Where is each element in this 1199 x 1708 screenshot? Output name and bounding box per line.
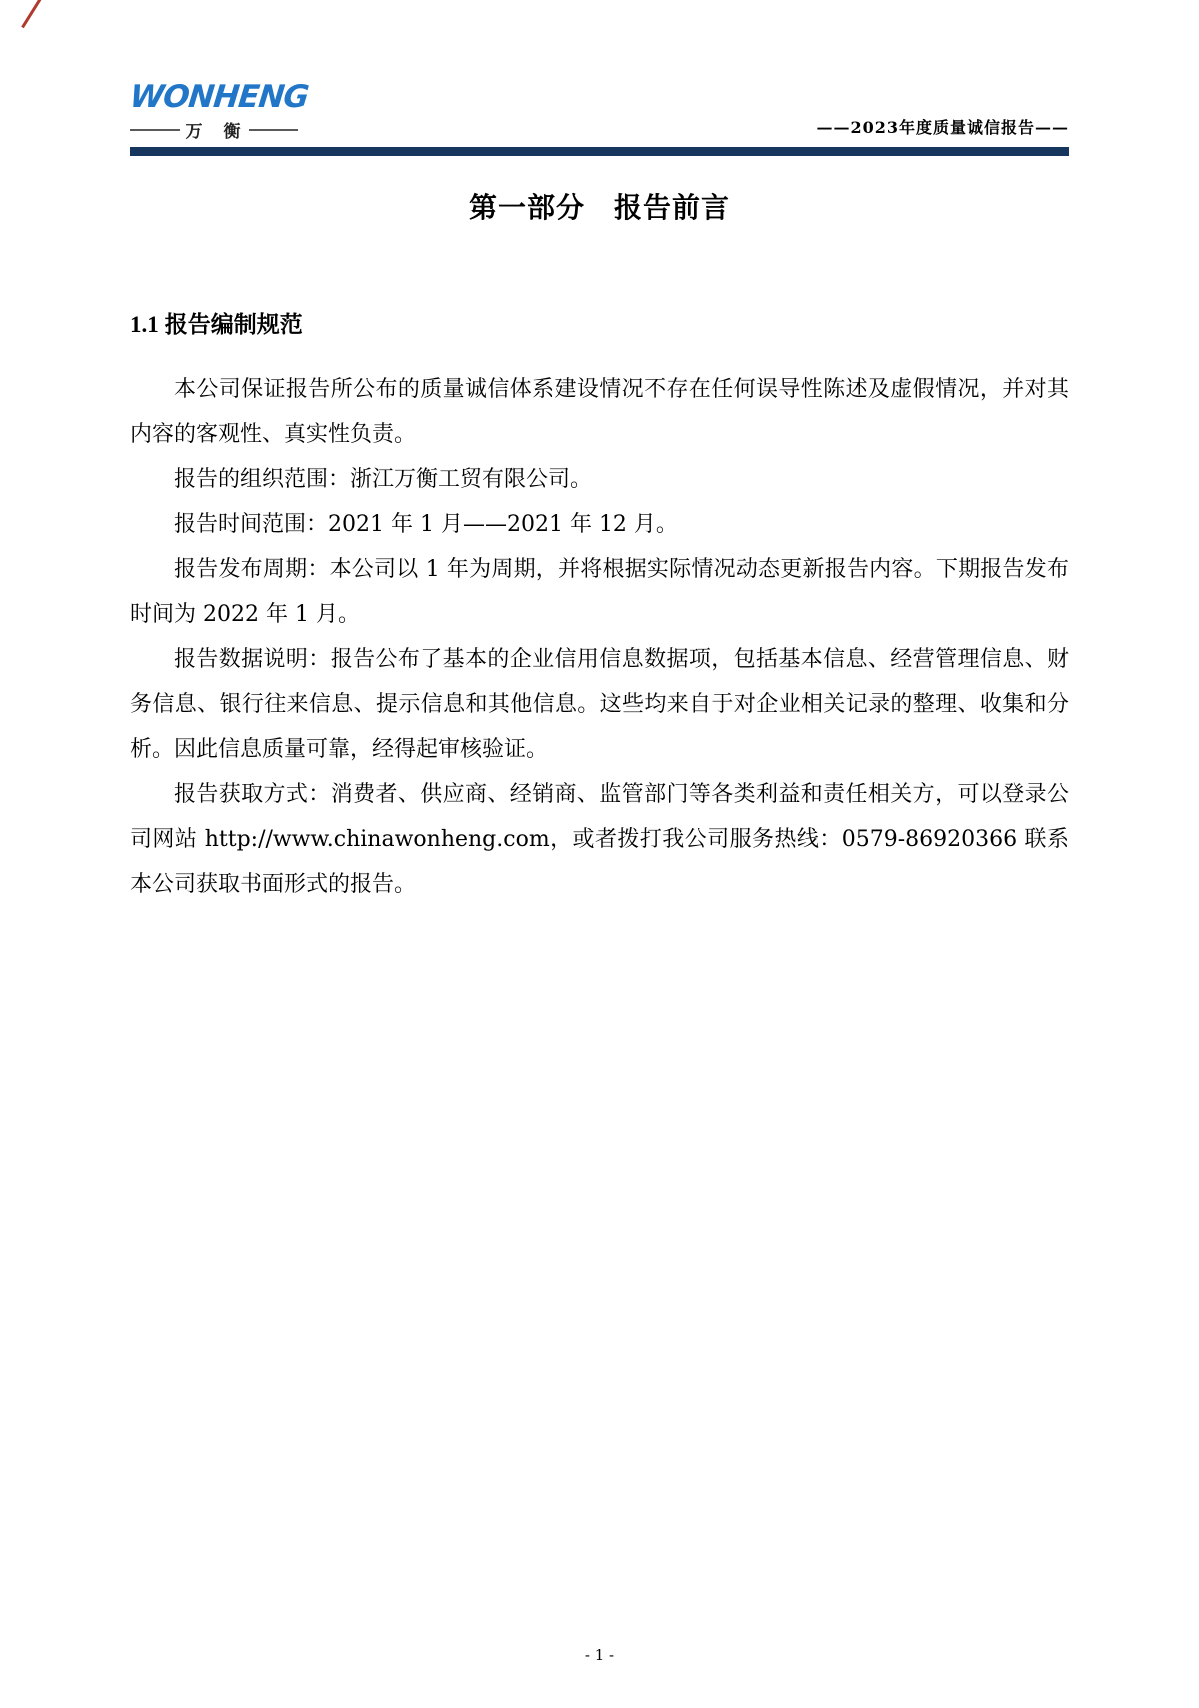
section-heading-label: 报告编制规范 [164,311,303,338]
header-report-label: ——2023年度质量诚信报告—— [816,118,1069,137]
logo-subtitle: 万 衡 [185,122,243,142]
page-header [130,0,1069,142]
paragraph-scope: 报告的组织范围：浙江万衡工贸有限公司。 [174,467,593,492]
logo-rule-left [130,129,180,131]
paragraph-release-cycle: 报告发布周期：本公司以 1 年为周期，并将根据实际情况动态更新报告内容。下期报告发布时间为 2022 年 1 月。 [130,557,1069,627]
header-divider-bar [130,147,1069,156]
page-title: 第一部分 报告前言 [468,191,730,224]
page-footer [0,1646,1199,1664]
paragraph-access-method: 报告获取方式：消费者、供应商、经销商、监管部门等各类利益和责任相关方，可以登录公司网站 http://www.chinawonheng.com，或者拨打我公司服务热线：0579-86920366 联系本公司获取书面形式的报告。 [130,782,1069,897]
section-heading [130,306,1069,339]
paragraph-data-description: 报告数据说明：报告公布了基本的企业信用信息数据项，包括基本信息、经营管理信息、财务信息、银行往来信息、提示信息和其他信息。这些均来自于对企业相关记录的整理、收集和分析。因此信息质量可靠，经得起审核验证。 [130,647,1069,762]
body-text [130,367,1069,907]
logo-accent-stroke [21,0,42,28]
paragraph-statement: 本公司保证报告所公布的质量诚信体系建设情况不存在任何误导性陈述及虚假情况，并对其内容的客观性、真实性负责。 [130,377,1069,447]
logo-rule-right [249,129,299,131]
section-number: 1.1 [130,312,159,337]
wonheng-logo [128,79,310,142]
page-number: - 1 - [584,1646,615,1664]
logo-subtitle-row [130,117,298,142]
paragraph-time-range: 报告时间范围：2021 年 1 月——2021 年 12 月。 [174,512,678,537]
logo-wordmark: WONHENG [128,79,310,115]
